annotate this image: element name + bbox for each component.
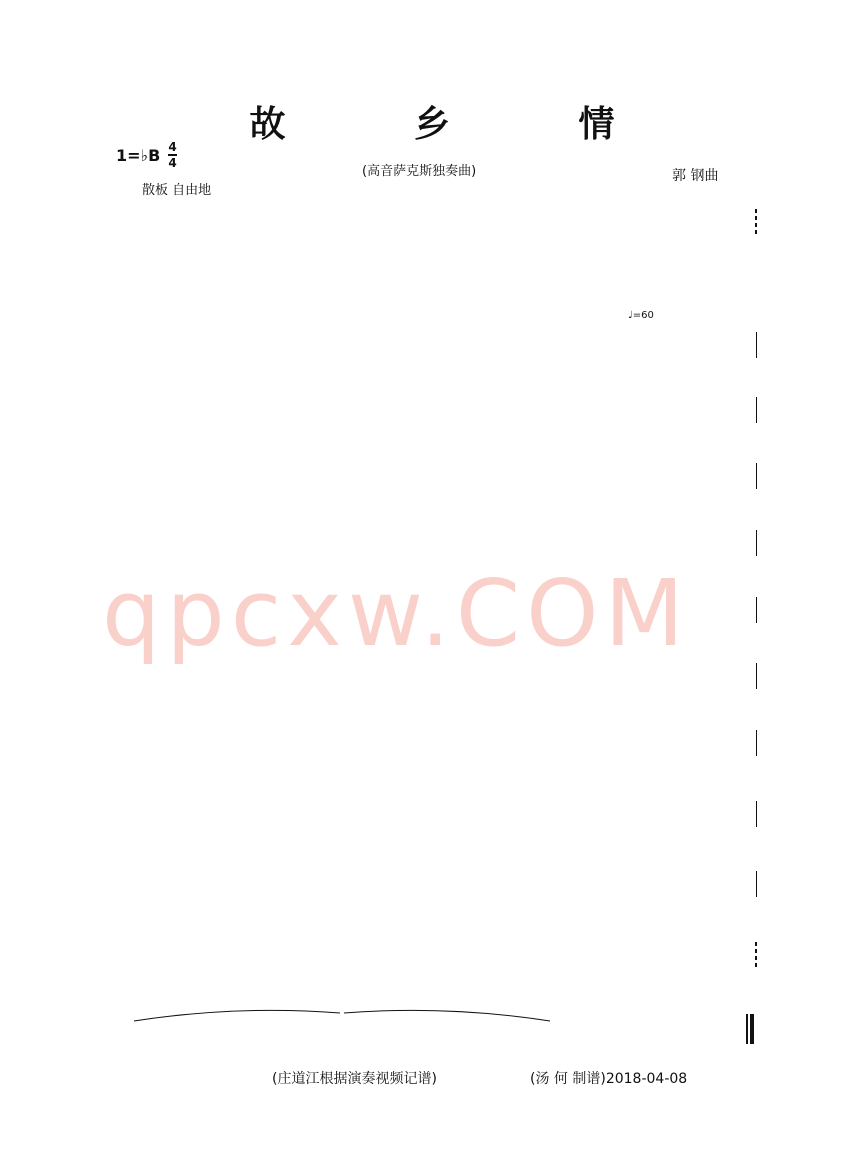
final-barline	[746, 1014, 756, 1044]
transcriber-note: (庄道江根据演奏视频记谱)	[272, 1071, 437, 1087]
tempo-instruction: 散板 自由地	[142, 183, 212, 198]
score-row-4	[112, 392, 757, 426]
score-row-9	[112, 725, 757, 759]
time-signature-top: 4	[168, 140, 177, 154]
score-row-5	[112, 458, 757, 492]
score-row-6	[112, 525, 757, 559]
barline	[756, 332, 758, 358]
engraver-note: (汤 何 制谱)2018-04-08	[530, 1071, 688, 1087]
time-signature-bottom: 4	[168, 155, 177, 170]
composer-credit: 郭 钢曲	[672, 168, 719, 184]
time-signature	[168, 141, 177, 169]
watermark: qpcxw.COM	[102, 560, 690, 667]
barline	[756, 463, 758, 489]
subtitle: (高音萨克斯独奏曲)	[362, 164, 477, 179]
barline	[756, 597, 758, 623]
dashed-barline	[755, 209, 757, 237]
barline	[756, 801, 758, 827]
score-row-3	[112, 327, 757, 361]
page-title: 故 乡 情	[249, 103, 673, 145]
score-row-12	[112, 938, 757, 972]
metronome-mark: ♩=60	[628, 310, 654, 321]
barline	[756, 397, 758, 423]
barline	[756, 730, 758, 756]
score-row-11	[112, 866, 757, 900]
barline	[756, 530, 758, 556]
dashed-barline	[755, 942, 757, 970]
score-row-2	[112, 268, 757, 302]
score-row-10	[112, 796, 757, 830]
score-row-13	[112, 1013, 732, 1047]
barline	[756, 663, 758, 689]
barline	[756, 871, 758, 897]
key-signature: 1=♭B	[116, 146, 161, 165]
score-row-1	[112, 205, 757, 239]
